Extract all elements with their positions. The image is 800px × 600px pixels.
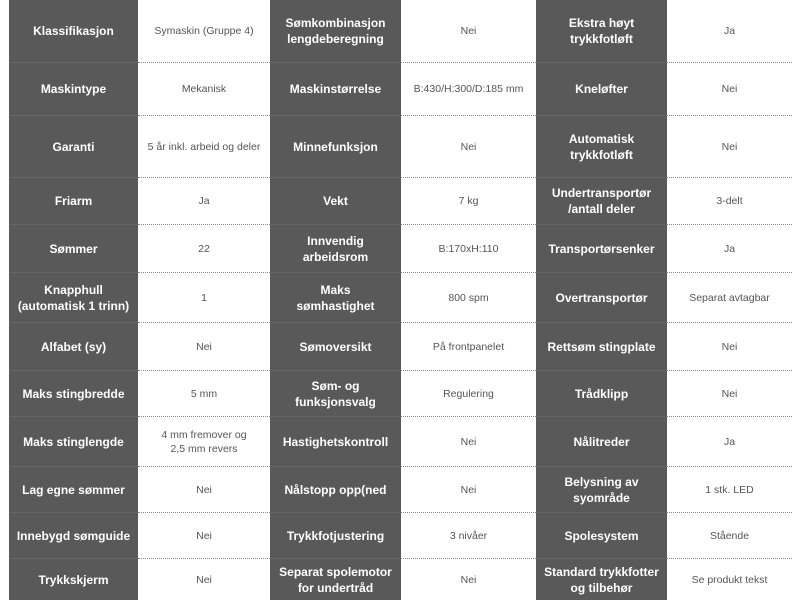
spec-label-cell [9,116,138,178]
spec-value: 1 [201,291,207,304]
spec-label-cell [536,178,667,225]
spec-value: Nei [196,483,212,496]
spec-label: Hastighetskontroll [282,434,389,449]
spec-value-cell [667,371,792,417]
spec-label-cell [536,513,667,559]
spec-value-cell [401,323,536,371]
spec-value: Separat avtagbar [689,291,770,304]
spec-label-cell [536,559,667,600]
spec-value: Nei [196,340,212,353]
spec-label: Garanti [52,139,95,154]
spec-label: Nålitreder [573,434,630,449]
spec-value-cell [401,467,536,513]
spec-label-cell [270,559,401,600]
spec-value-cell [138,323,270,371]
spec-value-cell [138,116,270,178]
spec-value: Nei [460,435,477,448]
spec-value-cell [667,559,792,600]
spec-label: Maks stingbredde [22,386,125,401]
spec-label: Overtransportør [555,290,648,305]
spec-label-cell [536,417,667,467]
spec-label-cell [270,225,401,273]
spec-value-cell [138,0,270,63]
spec-value-cell [401,116,536,178]
spec-value-cell [667,467,792,513]
spec-label-cell [536,225,667,273]
spec-label: Ekstra høyt trykkfotløft [568,16,635,46]
spec-value: Nei [460,573,477,586]
spec-value: 22 [198,242,210,255]
spec-value: 800 spm [448,291,489,304]
spec-label-cell [536,116,667,178]
spec-value: 5 mm [190,387,218,400]
spec-label-cell [536,63,667,116]
spec-label-cell [9,371,138,417]
spec-value-cell [138,467,270,513]
spec-value-cell [401,225,536,273]
spec-label: Kneløfter [575,82,628,96]
spec-value-cell [401,559,536,600]
spec-value: B:430/H:300/D:185 mm [413,83,524,95]
specification-table [9,0,792,600]
spec-label: Sømoversikt [299,339,372,354]
spec-label: Maks sømhastighet [296,282,375,313]
spec-value-cell [401,417,536,467]
spec-value-cell [667,513,792,559]
spec-label-cell [9,417,138,467]
spec-value-cell [138,417,270,467]
spec-value: Regulering [443,387,494,400]
spec-value-cell [138,225,270,273]
spec-label: Automatisk trykkfotløft [568,131,635,162]
spec-label: Alfabet (sy) [40,339,107,354]
spec-label-cell [270,178,401,225]
spec-label: Belysning av syområde [564,474,639,505]
spec-label: Sømmer [49,241,98,256]
spec-value-cell [401,0,536,63]
spec-value-cell [401,273,536,323]
spec-label-cell [270,116,401,178]
spec-value: 1 stk. LED [705,483,754,496]
spec-value: Nei [721,340,738,353]
spec-value: 7 kg [458,195,479,207]
spec-value: Nei [721,83,738,95]
spec-label: Separat spolemotor for undertråd [279,564,392,595]
spec-value: Nei [721,140,738,153]
spec-label: Trykkfotjustering [286,528,385,543]
spec-value: Nei [460,140,477,153]
spec-label-cell [9,467,138,513]
spec-label: Standard trykkfotter og tilbehør [544,564,659,595]
spec-value-cell [667,225,792,273]
spec-value-cell [138,371,270,417]
spec-label-cell [270,0,401,63]
spec-value-cell [401,178,536,225]
spec-value-cell [401,371,536,417]
spec-value-cell [667,273,792,323]
spec-label: Sømkombinasjon lengdeberegning [285,16,386,46]
spec-value: Mekanisk [181,83,227,95]
spec-value: Ja [198,195,210,207]
spec-label-cell [9,178,138,225]
spec-value-cell [138,273,270,323]
spec-label: Trykkskjerm [38,572,109,587]
spec-value: På frontpanelet [432,340,505,353]
spec-label-cell [9,225,138,273]
spec-label: Lag egne sømmer [22,482,125,497]
spec-label-cell [270,63,401,116]
spec-value-cell [138,178,270,225]
spec-label: Maskinstørrelse [289,82,382,96]
spec-value: Nei [721,387,738,400]
spec-label-cell [9,63,138,116]
spec-value-cell [138,513,270,559]
spec-label-cell [9,0,138,63]
spec-value: 3-delt [716,195,743,207]
spec-value: Ja [723,25,736,37]
spec-label: Vekt [323,194,348,208]
spec-label: Minnefunksjon [293,139,378,154]
spec-value-cell [667,323,792,371]
spec-value: Nei [196,529,212,542]
spec-label: Spolesystem [564,528,639,543]
spec-label: Undertransportør /antall deler [551,186,652,216]
spec-label-cell [270,273,401,323]
spec-label-cell [270,371,401,417]
spec-label: Søm- og funksjonsvalg [295,378,376,409]
spec-value: 5 år inkl. arbeid og deler [147,140,261,153]
spec-value: Nei [460,25,477,37]
spec-label-cell [9,323,138,371]
spec-label-cell [536,323,667,371]
spec-label-cell [536,0,667,63]
spec-label-cell [270,323,401,371]
spec-label-cell [536,371,667,417]
spec-value: 4 mm fremover og 2,5 mm revers [161,428,247,455]
spec-value: 3 nivåer [449,529,488,542]
spec-label: Klassifikasjon [33,24,114,38]
spec-label: Rettsøm stingplate [547,339,656,354]
spec-value: B:170xH:110 [438,242,499,255]
spec-label-cell [9,559,138,600]
spec-value: Nei [196,573,212,586]
spec-value-cell [138,63,270,116]
spec-value: Se produkt tekst [691,573,768,586]
spec-label-cell [536,273,667,323]
spec-value-cell [138,559,270,600]
spec-label-cell [270,417,401,467]
spec-label-cell [9,273,138,323]
spec-value-cell [667,116,792,178]
spec-value-cell [667,63,792,116]
spec-label-cell [536,467,667,513]
spec-value-cell [401,63,536,116]
spec-label-cell [270,513,401,559]
spec-label: Maskintype [40,82,107,96]
spec-value-cell [667,178,792,225]
spec-label-cell [9,513,138,559]
spec-value: Ja [723,435,736,448]
spec-value: Symaskin (Gruppe 4) [154,25,254,37]
spec-label: Innvendig arbeidsrom [302,233,369,264]
spec-value-cell [401,513,536,559]
spec-value-cell [667,0,792,63]
spec-label-cell [270,467,401,513]
spec-label: Transportørsenker [548,241,655,256]
spec-value-cell [667,417,792,467]
spec-label: Knapphull (automatisk 1 trinn) [17,282,130,313]
spec-label: Innebygd sømguide [16,528,131,543]
spec-value: Stående [709,529,750,542]
spec-label: Friarm [54,194,93,208]
spec-label: Nålstopp opp(ned [284,482,387,497]
spec-value: Nei [460,483,477,496]
spec-value: Ja [723,242,736,255]
spec-label: Maks stinglengde [23,434,124,449]
spec-label: Trådklipp [574,386,629,401]
